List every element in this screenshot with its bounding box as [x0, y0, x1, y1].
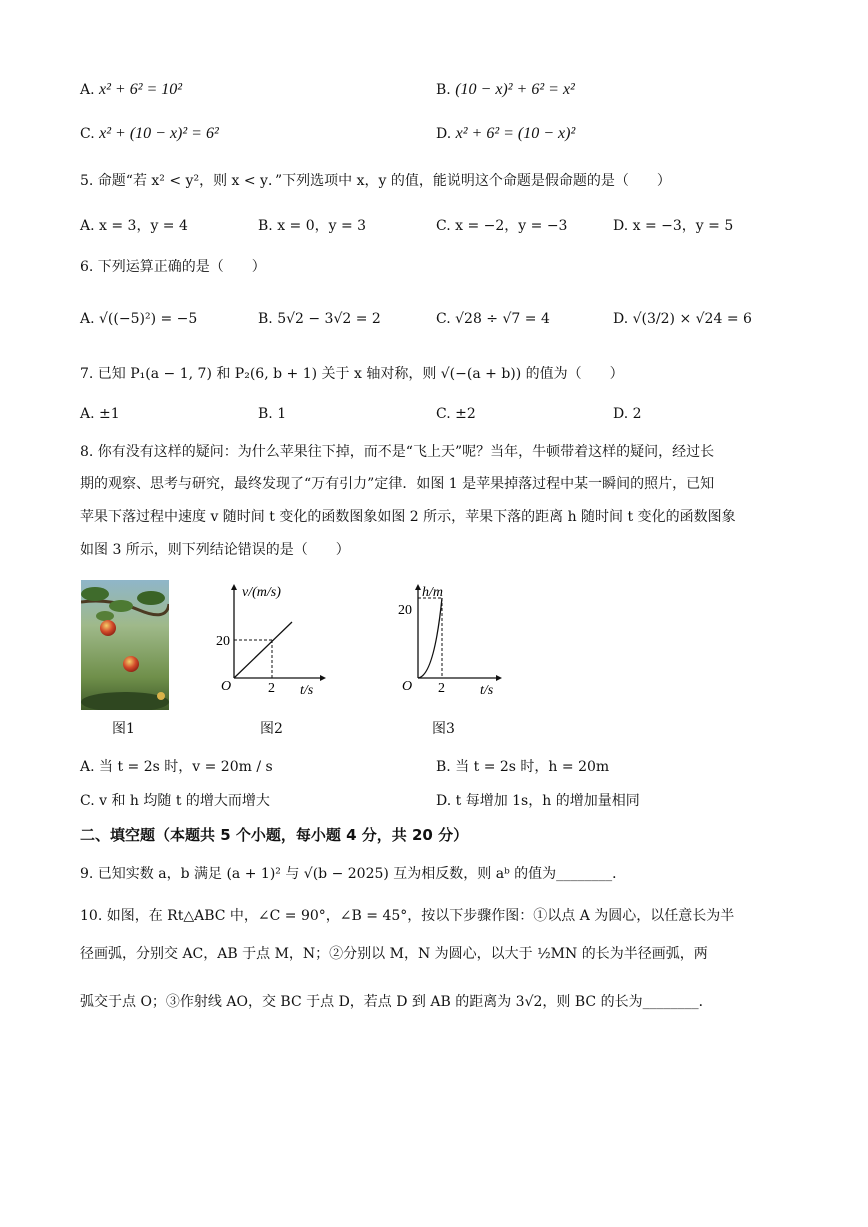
q8-option-c: C. v 和 h 均随 t 的增大而增大 [80, 793, 270, 809]
q7-stem: 7. 已知 P₁(a − 1, 7) 和 P₂(6, b + 1) 关于 x 轴对称，则 √(−(a + b)) 的值为（ ） [80, 366, 624, 382]
q9-stem: 9. 已知实数 a，b 满足 (a + 1)² 与 √(b − 2025) 互为相反数，则 aᵇ 的值为________． [80, 866, 627, 882]
q5-option-a: A. x = 3，y = 4 [80, 218, 188, 234]
q4-option-b [436, 80, 575, 100]
q8-option-a: A. 当 t = 2s 时，v = 20m / s [80, 759, 273, 775]
q10-stem-line2: 径画弧，分别交 AC，AB 于点 M，N；②分别以 M，N 为圆心，以大于 ½MN 的长为半径画弧，两 [80, 946, 708, 962]
figure-1-apple-photo [81, 580, 169, 710]
q8-option-d: D. t 每增加 1s，h 的增加量相同 [436, 793, 640, 809]
q6-stem: 6. 下列运算正确的是（ ） [80, 259, 266, 275]
origin-label: O [221, 679, 232, 694]
q7-option-c: C. ±2 [436, 406, 476, 422]
velocity-graph-svg [212, 580, 332, 700]
q5-option-d: D. x = −3，y = 5 [613, 218, 734, 234]
x-tick-2: 2 [438, 681, 445, 696]
figure-3-distance-graph [396, 580, 516, 700]
distance-curve [418, 598, 442, 678]
q8-stem-line1: 8. 你有没有这样的疑问：为什么苹果往下掉，而不是“飞上天”呢？当年，牛顿带着这样的疑问，经过长 [80, 444, 715, 460]
y-tick-20: 20 [398, 603, 412, 618]
q4-option-a-expr: x² + 6² = 10² [99, 81, 183, 98]
q4-option-c-label: C. [80, 126, 95, 142]
x-axis-label: t/s [480, 683, 494, 698]
q5-option-c: C. x = −2，y = −3 [436, 218, 568, 234]
figure-2-velocity-graph [212, 580, 332, 700]
q6-option-b: B. 5√2 − 3√2 = 2 [258, 311, 381, 327]
x-axis-label: t/s [300, 683, 314, 698]
q7-option-d: D. 2 [613, 406, 642, 422]
q10-stem-line3: 弧交于点 O；③作射线 AO，交 BC 于点 D，若点 D 到 AB 的距离为 3√2，则 BC 的长为________． [80, 994, 713, 1010]
figure-3-caption: 图3 [432, 721, 455, 737]
x-axis-arrow-icon [496, 675, 502, 681]
q6-option-a: A. √((−5)²) = −5 [80, 311, 198, 327]
q7-option-a: A. ±1 [80, 406, 120, 422]
q4-option-c [80, 124, 219, 144]
figure-2-caption: 图2 [260, 721, 283, 737]
q4-option-b-expr: (10 − x)² + 6² = x² [455, 81, 575, 98]
q6-option-c: C. √28 ÷ √7 = 4 [436, 311, 550, 327]
q4-option-b-label: B. [436, 82, 451, 98]
q8-stem-line3: 苹果下落过程中速度 v 随时间 t 变化的函数图象如图 2 所示，苹果下落的距离 h 随时间 t 变化的函数图象 [80, 509, 736, 525]
q4-option-a [80, 80, 182, 100]
y-axis-arrow-icon [415, 584, 421, 590]
y-axis-label: v/(m/s) [242, 585, 281, 600]
x-axis-arrow-icon [320, 675, 326, 681]
y-tick-20: 20 [216, 634, 230, 649]
q4-option-d-label: D. [436, 126, 452, 142]
q8-option-b: B. 当 t = 2s 时，h = 20m [436, 759, 610, 775]
q6-option-d: D. √(3/2) × √24 = 6 [613, 311, 752, 327]
q10-stem-line1: 10. 如图，在 Rt△ABC 中，∠C = 90°，∠B = 45°，按以下步骤作图：①以点 A 为圆心，以任意长为半 [80, 908, 735, 924]
q5-stem: 5. 命题“若 x² < y²，则 x < y．”下列选项中 x，y 的值，能说明这个命题是假命题的是（ ） [80, 173, 671, 189]
q4-option-a-label: A. [80, 82, 95, 98]
apple-photo-image [81, 580, 169, 710]
y-axis-arrow-icon [231, 584, 237, 590]
q7-option-b: B. 1 [258, 406, 287, 422]
q4-option-d [436, 124, 575, 144]
q8-stem-line4: 如图 3 所示，则下列结论错误的是（ ） [80, 542, 350, 558]
figure-1-caption: 图1 [112, 721, 135, 737]
velocity-line [234, 622, 292, 678]
x-tick-2: 2 [268, 681, 275, 696]
q4-option-d-expr: x² + 6² = (10 − x)² [455, 125, 576, 142]
origin-label: O [402, 679, 413, 694]
distance-graph-svg [396, 580, 516, 700]
y-axis-label: h/m [422, 585, 443, 600]
section-fill-in-heading: 二、填空题（本题共 5 个小题，每小题 4 分，共 20 分） [80, 826, 469, 844]
q4-option-c-expr: x² + (10 − x)² = 6² [99, 125, 219, 142]
q8-stem-line2: 期的观察、思考与研究，最终发现了“万有引力”定律．如图 1 是苹果掉落过程中某一瞬间的照片，已知 [80, 476, 715, 492]
q5-option-b: B. x = 0，y = 3 [258, 218, 367, 234]
